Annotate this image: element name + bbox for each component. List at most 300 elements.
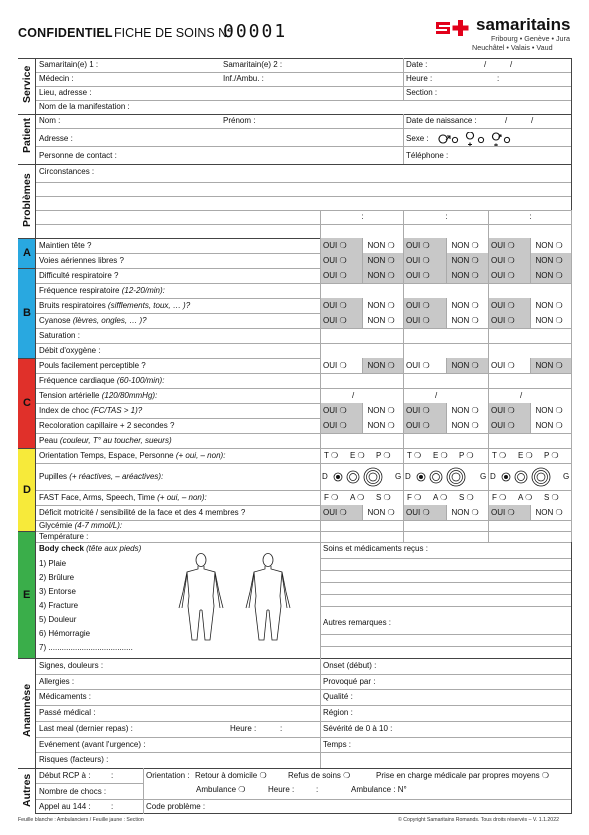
oui-radio-1-0[interactable]: OUI ❍ — [323, 255, 347, 265]
non-radio-8-2[interactable]: NON ❍ — [535, 360, 563, 370]
assessment-col-divider — [571, 388, 572, 403]
assessment-col-divider — [320, 520, 321, 531]
phone-label: Téléphone : — [406, 151, 449, 160]
assessment-col-divider — [320, 531, 321, 542]
assessment-col-divider — [403, 448, 404, 463]
assessment-col-divider — [571, 358, 572, 373]
assessment-col-divider — [571, 253, 572, 268]
problem-row-line — [36, 224, 571, 225]
row-hint-18: (4-7 mmol/L): — [74, 520, 123, 530]
pupil-d-15-1: D — [405, 471, 411, 481]
treatments-label: Soins et médicaments reçus : — [323, 544, 428, 553]
event-name-label: Nom de la manifestation : — [39, 102, 130, 111]
oui-radio-5-2[interactable]: OUI ❍ — [491, 315, 515, 325]
row-label-9: Fréquence cardiaque (60-100/min): — [39, 375, 165, 385]
row-hint-5: (lèvres, ongles, … )? — [72, 315, 147, 325]
assessment-col-divider — [320, 313, 321, 328]
treatment-line — [320, 570, 571, 571]
s-radio-16-0[interactable]: S ❍ — [376, 492, 391, 502]
female-symbol-icon[interactable] — [464, 132, 486, 148]
assessment-row-line — [36, 388, 571, 389]
non-radio-11-1[interactable]: NON ❍ — [451, 405, 479, 415]
birthdate-label: Date de naissance : — [406, 116, 477, 125]
p-radio-14-0[interactable]: P ❍ — [376, 450, 391, 460]
last-meal-colon: : — [280, 723, 283, 733]
row-hint-14: (+ oui, – non): — [175, 450, 226, 460]
assessment-row-line — [36, 542, 571, 543]
problem-time-colon: : — [445, 212, 448, 221]
section-divider — [18, 768, 571, 769]
p-radio-14-2[interactable]: P ❍ — [544, 450, 559, 460]
assessment-col-divider — [571, 238, 572, 253]
non-radio-8-0[interactable]: NON ❍ — [367, 360, 395, 370]
time-colon: : — [497, 74, 500, 83]
date-slash-1: / — [484, 60, 487, 69]
row-hint-13: (couleur, T° au toucher, sueurs) — [59, 435, 172, 445]
assessment-col-divider — [403, 433, 404, 448]
ambulance-time-label: Heure : — [268, 785, 295, 794]
assessment-col-divider — [571, 298, 572, 313]
e-radio-14-1[interactable]: E ❍ — [433, 450, 448, 460]
assessment-col-divider — [320, 328, 321, 343]
assessment-col-divider — [320, 490, 321, 505]
assessment-col-divider — [571, 448, 572, 463]
non-radio-4-2[interactable]: NON ❍ — [535, 300, 563, 310]
assessment-col-divider — [403, 490, 404, 505]
non-radio-4-1[interactable]: NON ❍ — [451, 300, 479, 310]
oui-radio-11-0[interactable]: OUI ❍ — [323, 405, 347, 415]
footer-left: Feuille blanche : Ambulanciers / Feuille jaune : Section — [18, 817, 144, 823]
assessment-col-divider — [571, 520, 572, 531]
a-radio-16-1[interactable]: A ❍ — [433, 492, 448, 502]
assessment-col-divider — [488, 463, 489, 490]
non-radio-0-0[interactable]: NON ❍ — [367, 240, 395, 250]
assessment-col-divider — [403, 328, 404, 343]
problem-col-divider — [488, 210, 489, 238]
anamnese-row-line — [36, 737, 571, 738]
anamnese-row-line — [36, 752, 571, 753]
anamnese-left-5: Evénement (avant l'urgence) : — [39, 739, 146, 749]
doctor-label: Médecin : — [39, 74, 74, 83]
body-diagram-back-icon[interactable] — [240, 552, 296, 649]
assessment-row-line — [36, 531, 571, 532]
circumstances-label: Circonstances : — [39, 167, 95, 176]
shock-count-label: Nombre de chocs : — [39, 787, 107, 796]
return-home-radio[interactable]: Retour à domicile ❍ — [195, 771, 267, 780]
section-label-service: Service — [21, 65, 33, 103]
assessment-col-divider — [403, 520, 404, 531]
oui-radio-17-0[interactable]: OUI ❍ — [323, 507, 347, 517]
form-header — [14, 15, 574, 52]
non-radio-0-1[interactable]: NON ❍ — [451, 240, 479, 250]
body-check-item-5: 6) Hémorragie — [39, 629, 91, 638]
oui-radio-5-0[interactable]: OUI ❍ — [323, 315, 347, 325]
unit-10-0: / — [352, 390, 355, 400]
row-label-16: FAST Face, Arms, Speech, Time (+ oui, – non): — [39, 492, 207, 502]
brand-name: samaritains — [476, 15, 571, 34]
non-radio-17-1[interactable]: NON ❍ — [451, 507, 479, 517]
row-label-2: Difficulté respiratoire ? — [39, 270, 119, 280]
pupil-d-15-2: D — [490, 471, 496, 481]
body-check-item-3: 4) Fracture — [39, 601, 79, 610]
last-meal-time-label: Heure : — [230, 723, 257, 733]
non-radio-12-0[interactable]: NON ❍ — [367, 420, 395, 430]
row-label-17: Déficit motricité / sensibilité de la face et des 4 membres ? — [39, 507, 246, 517]
non-radio-4-0[interactable]: NON ❍ — [367, 300, 395, 310]
row-label-18: Glycémie (4-7 mmol/L): — [39, 520, 123, 530]
row-label-4: Bruits respiratoires (sifflements, toux, … )? — [39, 300, 191, 310]
male-symbol-icon[interactable] — [438, 132, 460, 148]
section-label-autres: Autres — [21, 773, 33, 807]
assessment-col-divider — [320, 418, 321, 433]
cpr-colon: : — [111, 771, 114, 780]
assessment-col-divider — [403, 463, 404, 490]
name-label: Nom : — [39, 116, 61, 125]
assessment-row-line — [36, 343, 571, 344]
section-letter-e: E — [23, 588, 31, 601]
anamnese-right-0: Onset (début) : — [323, 661, 377, 670]
remarks-label: Autres remarques : — [323, 618, 392, 627]
f-radio-16-0[interactable]: F ❍ — [324, 492, 339, 502]
remark-line — [320, 634, 571, 635]
anamnese-right-1: Provoqué par : — [323, 676, 376, 686]
assessment-col-divider — [571, 373, 572, 388]
anamnese-right-4: Sévérité de 0 à 10 : — [323, 723, 393, 733]
anamnese-left-2: Médicaments : — [39, 692, 92, 702]
assessment-col-divider — [320, 505, 321, 520]
row-label-5: Cyanose (lèvres, ongles, … )? — [39, 315, 147, 325]
oui-radio-4-2[interactable]: OUI ❍ — [491, 300, 515, 310]
refusal-radio[interactable]: Refus de soins ❍ — [288, 771, 351, 780]
body-col-divider — [320, 542, 321, 658]
birth-slash-2: / — [531, 116, 534, 125]
assessment-col-divider — [571, 403, 572, 418]
anamnese-row-line — [36, 674, 571, 675]
section-letter-c: C — [23, 397, 31, 409]
treatment-line — [320, 582, 571, 583]
non-radio-1-1[interactable]: NON ❍ — [451, 255, 479, 265]
t-radio-14-0[interactable]: T ❍ — [324, 450, 339, 460]
samaritan1-label: Samaritain(e) 1 : — [39, 60, 99, 69]
non-radio-17-2[interactable]: NON ❍ — [535, 507, 563, 517]
assessment-col-divider — [571, 328, 572, 343]
section-label-anamnese: Anamnèse — [21, 683, 33, 737]
assessment-col-divider — [488, 283, 489, 298]
firstname-label: Prénom : — [223, 116, 256, 125]
non-radio-5-0[interactable]: NON ❍ — [367, 315, 395, 325]
section-divider — [18, 114, 571, 115]
row-label-11: Index de choc (FC/TAS > 1)? — [39, 405, 143, 415]
assessment-col-divider — [571, 463, 572, 490]
service-row-line — [36, 86, 571, 87]
row-label-0: Maintien tête ? — [39, 240, 92, 250]
body-check-hint: (tête aux pieds) — [86, 544, 142, 553]
assessment-row-line — [36, 433, 571, 434]
row-label-15: Pupilles (+ réactives, – aréactives): — [39, 471, 164, 481]
autres-col-divider — [143, 768, 144, 814]
patient-col-divider — [403, 114, 404, 164]
section-letter-b: B — [23, 307, 31, 319]
oui-radio-2-2[interactable]: OUI ❍ — [491, 270, 515, 280]
assessment-col-divider — [320, 463, 321, 490]
row-label-12: Recoloration capillaire + 2 secondes ? — [39, 420, 175, 430]
contact-label: Personne de contact : — [39, 151, 117, 160]
assessment-row-line — [36, 448, 571, 449]
non-radio-2-0[interactable]: NON ❍ — [367, 270, 395, 280]
assessment-col-divider — [488, 433, 489, 448]
confidential-label: CONFIDENTIEL — [18, 26, 113, 40]
samaritan2-label: Samaritain(e) 2 : — [223, 60, 283, 69]
assessment-col-divider — [320, 343, 321, 358]
assessment-col-divider — [320, 358, 321, 373]
oui-radio-17-2[interactable]: OUI ❍ — [491, 507, 515, 517]
assessment-col-divider — [403, 283, 404, 298]
assessment-col-divider — [320, 373, 321, 388]
service-col-divider — [403, 58, 404, 100]
brand-regions-1: Fribourg • Genève • Jura — [491, 34, 570, 43]
non-radio-2-2[interactable]: NON ❍ — [535, 270, 563, 280]
oui-radio-4-1[interactable]: OUI ❍ — [406, 300, 430, 310]
intersex-symbol-icon[interactable] — [490, 132, 512, 148]
pupil-gauge-icon[interactable] — [499, 466, 561, 490]
problem-time-colon: : — [529, 212, 532, 221]
body-check-item-2: 3) Entorse — [39, 587, 76, 596]
nurse-label: Inf./Ambu. : — [223, 74, 264, 83]
call-colon: : — [111, 802, 114, 811]
non-radio-11-0[interactable]: NON ❍ — [367, 405, 395, 415]
red-cross-logo-icon — [434, 18, 474, 38]
row-label-1: Voies aériennes libres ? — [39, 255, 124, 265]
section-divider — [18, 658, 571, 659]
oui-radio-1-2[interactable]: OUI ❍ — [491, 255, 515, 265]
assessment-col-divider — [403, 388, 404, 403]
body-check-title: Body check (tête aux pieds) — [39, 544, 142, 553]
cpr-start-label: Début RCP à : — [39, 771, 91, 780]
oui-radio-8-0[interactable]: OUI ❍ — [323, 360, 347, 370]
section-label-problemes: Problèmes — [21, 173, 33, 227]
problem-row-line — [36, 196, 571, 197]
non-radio-1-0[interactable]: NON ❍ — [367, 255, 395, 265]
pupil-g-15-1: G — [480, 471, 487, 481]
assessment-col-divider — [571, 283, 572, 298]
non-radio-5-2[interactable]: NON ❍ — [535, 315, 563, 325]
f-radio-16-1[interactable]: F ❍ — [407, 492, 422, 502]
anamnese-row-line — [36, 705, 571, 706]
t-radio-14-1[interactable]: T ❍ — [407, 450, 422, 460]
non-radio-17-0[interactable]: NON ❍ — [367, 507, 395, 517]
pupil-gauge-icon[interactable] — [414, 466, 476, 490]
footer-right: © Copyright Samaritains Romands. Tous droits réservés – V. 1.1.2022 — [398, 817, 559, 823]
oui-radio-0-2[interactable]: OUI ❍ — [491, 240, 515, 250]
row-label-8: Pouls facilement perceptible ? — [39, 360, 146, 370]
oui-radio-2-1[interactable]: OUI ❍ — [406, 270, 430, 280]
s-radio-16-1[interactable]: S ❍ — [459, 492, 474, 502]
row-hint-16: (+ oui, – non): — [157, 492, 207, 502]
oui-radio-12-0[interactable]: OUI ❍ — [323, 420, 347, 430]
anamnese-left-1: Allergies : — [39, 676, 75, 686]
assessment-col-divider — [571, 505, 572, 520]
row-hint-9: (60-100/min): — [116, 375, 165, 385]
anamnese-left-0: Signes, douleurs : — [39, 661, 104, 670]
problem-col-divider — [403, 210, 404, 238]
body-check-item-0: 1) Plaie — [39, 559, 67, 568]
oui-radio-17-1[interactable]: OUI ❍ — [406, 507, 430, 517]
treatment-line — [320, 606, 571, 607]
oui-radio-4-0[interactable]: OUI ❍ — [323, 300, 347, 310]
assessment-col-divider — [571, 268, 572, 283]
address-label: Adresse : — [39, 134, 73, 143]
row-hint-4: (sifflements, toux, … )? — [107, 300, 191, 310]
service-row-line — [36, 72, 571, 73]
oui-radio-12-2[interactable]: OUI ❍ — [491, 420, 515, 430]
s-radio-16-2[interactable]: S ❍ — [544, 492, 559, 502]
anamnese-right-5: Temps : — [323, 739, 352, 749]
row-label-10: Tension artérielle (120/80mmHg): — [39, 390, 158, 400]
e-radio-14-2[interactable]: E ❍ — [518, 450, 533, 460]
row-hint-11: (FC/TAS > 1)? — [91, 405, 143, 415]
assessment-col-divider — [320, 298, 321, 313]
row-label-19: Température : — [39, 531, 89, 541]
e-radio-14-0[interactable]: E ❍ — [350, 450, 365, 460]
non-radio-8-1[interactable]: NON ❍ — [451, 360, 479, 370]
problem-time-colon: : — [361, 212, 364, 221]
unit-10-1: / — [435, 390, 438, 400]
assessment-col-divider — [320, 253, 321, 268]
section-divider — [18, 164, 571, 165]
oui-radio-11-1[interactable]: OUI ❍ — [406, 405, 430, 415]
remark-line — [320, 646, 571, 647]
treatment-line — [320, 594, 571, 595]
assessment-col-divider — [320, 403, 321, 418]
treatment-line — [320, 558, 571, 559]
non-radio-0-2[interactable]: NON ❍ — [535, 240, 563, 250]
body-check-item-4: 5) Douleur — [39, 615, 77, 624]
service-row-line — [36, 100, 571, 101]
t-radio-14-2[interactable]: T ❍ — [492, 450, 507, 460]
anamnese-left-4: Last meal (dernier repas) : — [39, 723, 133, 733]
assessment-col-divider — [403, 373, 404, 388]
assessment-col-divider — [320, 238, 321, 253]
oui-radio-11-2[interactable]: OUI ❍ — [491, 405, 515, 415]
section-field-label: Section : — [406, 88, 438, 97]
date-slash-2: / — [510, 60, 513, 69]
assessment-col-divider — [488, 328, 489, 343]
pupil-d-15-0: D — [322, 471, 328, 481]
problem-col-divider — [320, 210, 321, 238]
pupil-g-15-2: G — [563, 471, 570, 481]
unit-10-2: / — [520, 390, 523, 400]
row-label-6: Saturation : — [39, 330, 80, 340]
anamnese-left-3: Passé médical : — [39, 708, 96, 718]
oui-radio-1-1[interactable]: OUI ❍ — [406, 255, 430, 265]
assessment-col-divider — [488, 373, 489, 388]
row-label-7: Débit d'oxygène : — [39, 345, 101, 355]
location-label: Lieu, adresse : — [39, 88, 92, 97]
date-label: Date : — [406, 60, 428, 69]
pupil-gauge-icon[interactable] — [331, 466, 393, 490]
row-hint-10: (120/80mmHg): — [101, 390, 158, 400]
oui-radio-5-1[interactable]: OUI ❍ — [406, 315, 430, 325]
a-radio-16-0[interactable]: A ❍ — [350, 492, 365, 502]
oui-radio-8-2[interactable]: OUI ❍ — [491, 360, 515, 370]
oui-radio-8-1[interactable]: OUI ❍ — [406, 360, 430, 370]
body-check-item-1: 2) Brûlure — [39, 573, 75, 582]
assessment-col-divider — [320, 388, 321, 403]
anamnese-row-line — [36, 689, 571, 690]
section-letter-a: A — [23, 247, 31, 259]
anamnese-right-3: Région : — [323, 708, 353, 718]
assessment-col-divider — [488, 490, 489, 505]
assessment-col-divider — [320, 268, 321, 283]
body-diagram-front-icon[interactable] — [173, 552, 229, 649]
oui-radio-12-1[interactable]: OUI ❍ — [406, 420, 430, 430]
assessment-col-divider — [403, 531, 404, 542]
ambulance-number-label: Ambulance : N° — [351, 785, 407, 794]
row-label-3: Fréquence respiratoire (12-20/min): — [39, 285, 165, 295]
a-radio-16-2[interactable]: A ❍ — [518, 492, 533, 502]
row-hint-15: (+ réactives, – aréactives): — [69, 471, 164, 481]
assessment-row-line — [36, 463, 571, 464]
fiche-number: 00001 — [223, 21, 288, 42]
patient-row-line — [36, 128, 571, 129]
anamnese-row-line — [36, 721, 571, 722]
f-radio-16-2[interactable]: F ❍ — [492, 492, 507, 502]
p-radio-14-1[interactable]: P ❍ — [459, 450, 474, 460]
row-hint-3: (12-20/min): — [121, 285, 165, 295]
assessment-col-divider — [488, 343, 489, 358]
problem-row-line — [36, 182, 571, 183]
assessment-col-divider — [403, 343, 404, 358]
own-means-radio[interactable]: Prise en charge médicale par propres moyens ❍ — [376, 771, 550, 780]
anamnese-left-6: Risques (facteurs) : — [39, 755, 109, 765]
non-radio-12-1[interactable]: NON ❍ — [451, 420, 479, 430]
autres-row-line — [36, 783, 143, 784]
anamnese-right-2: Qualité : — [323, 692, 353, 702]
non-radio-5-1[interactable]: NON ❍ — [451, 315, 479, 325]
orientation-label: Orientation : — [146, 771, 190, 780]
assessment-row-line — [36, 490, 571, 491]
pupil-g-15-0: G — [395, 471, 402, 481]
assessment-col-divider — [571, 433, 572, 448]
assessment-col-divider — [571, 490, 572, 505]
fiche-label: FICHE DE SOINS N° — [114, 26, 233, 40]
non-radio-11-2[interactable]: NON ❍ — [535, 405, 563, 415]
non-radio-2-1[interactable]: NON ❍ — [451, 270, 479, 280]
assessment-col-divider — [571, 418, 572, 433]
birth-slash-1: / — [505, 116, 508, 125]
assessment-col-divider — [320, 448, 321, 463]
problem-row-line — [36, 210, 571, 211]
non-radio-12-2[interactable]: NON ❍ — [535, 420, 563, 430]
time-label: Heure : — [406, 74, 433, 83]
oui-radio-2-0[interactable]: OUI ❍ — [323, 270, 347, 280]
section-label-patient: Patient — [21, 117, 33, 153]
ambulance-radio[interactable]: Ambulance ❍ — [196, 785, 246, 794]
body-check-item-6: 7) ...................................... — [39, 643, 133, 652]
oui-radio-0-1[interactable]: OUI ❍ — [406, 240, 430, 250]
assessment-row-line — [36, 373, 571, 374]
assessment-col-divider — [488, 531, 489, 542]
assessment-col-divider — [488, 388, 489, 403]
row-label-14: Orientation Temps, Espace, Personne (+ oui, – non): — [39, 450, 226, 460]
non-radio-1-2[interactable]: NON ❍ — [535, 255, 563, 265]
assessment-col-divider — [488, 448, 489, 463]
row-label-13: Peau (couleur, T° au toucher, sueurs) — [39, 435, 172, 445]
oui-radio-0-0[interactable]: OUI ❍ — [323, 240, 347, 250]
assessment-row-line — [36, 283, 571, 284]
call-144-label: Appel au 144 : — [39, 802, 91, 811]
samaritains-logo — [434, 16, 579, 58]
